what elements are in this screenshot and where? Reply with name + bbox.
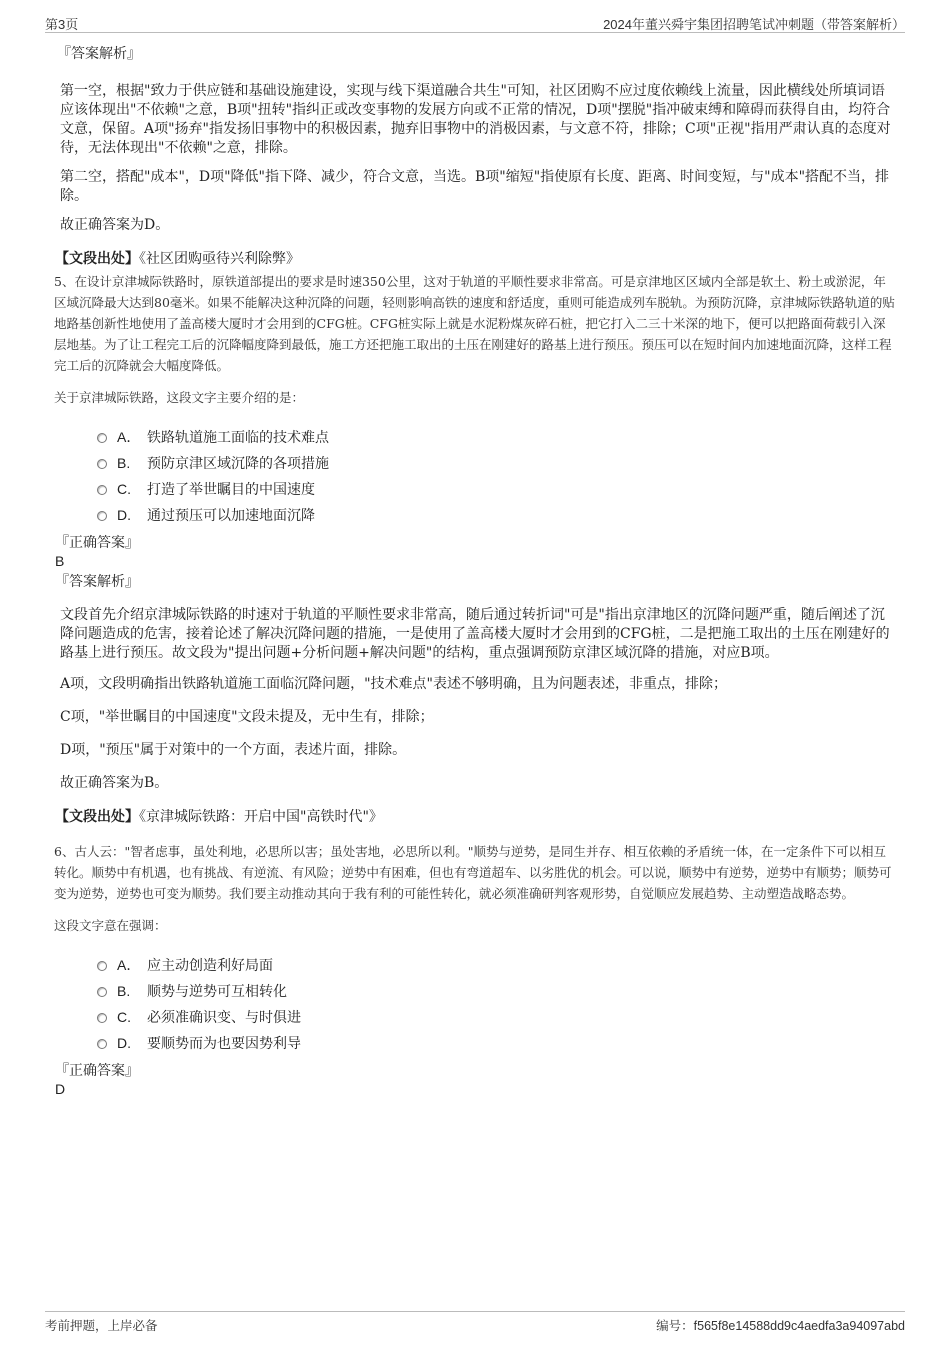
option-a[interactable]: A． 应主动创造利好局面 (97, 952, 895, 978)
source-line (55, 249, 895, 269)
page-content (55, 44, 895, 1100)
answer-value: B (55, 553, 65, 569)
question-5-prompt: 关于京津城际铁路，这段文字主要介绍的是： (54, 390, 305, 405)
option-d[interactable]: D. 要顺势而为也要因势利导 (97, 1030, 895, 1056)
question-6-prompt: 这段文字意在强调： (54, 918, 167, 933)
question-5-options (97, 424, 895, 528)
radio-icon[interactable] (97, 511, 107, 521)
analysis-label: 『答案解析』 (57, 46, 141, 62)
analysis-paragraph: 第二空，搭配"成本"，D项"降低"指下降、减少，符合文意，当选。B项"缩短"指使原有长度、距离、时间变短，与"成本"搭配不当，排除。 (60, 169, 890, 204)
radio-icon[interactable] (97, 485, 107, 495)
page-header (45, 10, 905, 33)
document-serial: 编号：f565f8e14588dd9c4aedfa3a94097abd (656, 1319, 905, 1333)
source-title: 《社区团购亟待兴利除弊》 (139, 251, 300, 267)
page-number: 第3页 (45, 17, 79, 32)
radio-icon[interactable] (97, 459, 107, 469)
footer-slogan: 考前押题，上岸必备 (45, 1318, 158, 1333)
answer-value: D (55, 1081, 66, 1097)
analysis-label: 『答案解析』 (55, 574, 139, 590)
radio-icon[interactable] (97, 1013, 107, 1023)
analysis-paragraph: C项，"举世瞩目的中国速度"文段未提及，无中生有，排除； (60, 709, 434, 725)
option-b[interactable]: B. 顺势与逆势可互相转化 (97, 978, 895, 1004)
analysis-paragraph: 第一空，根据"致力于供应链和基础设施建设，实现与线下渠道融合共生"可知，社区团购不应过度依赖线上流量，因此横线处所填词语应该体现出"不依赖"之意，B项"扭转"指纠正或改变事物的发展方向或不正常的情况，D项"摆脱"指冲破束缚和障碍而获得自由，均符合文意，保留。A项"扬弃"指发扬旧事物中的积极因素，抛弃旧事物中的消极因素，与文意不符，排除；C项"正视"指用严肃认真的态度对待，无法体现出"不依赖"之意，排除。 (60, 83, 891, 156)
option-c[interactable]: C. 必须准确识变、与时俱进 (97, 1004, 895, 1030)
question-6-answer (55, 1062, 895, 1098)
analysis-paragraph: 文段首先介绍京津城际铁路的时速对于轨道的平顺性要求非常高，随后通过转折词"可是"指出京津地区的沉降问题严重，随后阐述了沉降问题造成的危害，接着论述了解决沉降问题的措施，一是使用了盖高楼大厦时才会用到的CFG桩，二是把施工取出的土压在刚建好的路基上进行预压。故文段为"提出问题+分析问题+解决问题"的结构，重点强调预防京津区域沉降的措施，对应B项。 (60, 607, 890, 661)
analysis-paragraph: A项，文段明确指出铁路轨道施工面临沉降问题，"技术难点"表述不够明确，且为问题表述，非重点，排除； (60, 676, 727, 692)
page-footer (45, 1311, 905, 1334)
source-title: 《京津城际铁路：开启中国"高铁时代"》 (139, 809, 383, 825)
radio-icon[interactable] (97, 961, 107, 971)
analysis-paragraph: 故正确答案为B。 (60, 775, 169, 791)
radio-icon[interactable] (97, 987, 107, 997)
source-line (55, 807, 895, 827)
option-b[interactable]: B. 预防京津区域沉降的各项措施 (97, 450, 895, 476)
answer-label: 『正确答案』 (55, 1063, 139, 1079)
option-c[interactable]: C. 打造了举世瞩目的中国速度 (97, 476, 895, 502)
source-label: 【文段出处】 (55, 251, 139, 267)
option-a[interactable]: A． 铁路轨道施工面临的技术难点 (97, 424, 895, 450)
option-d[interactable]: D. 通过预压可以加速地面沉降 (97, 502, 895, 528)
question-6-text: 6、古人云："智者虑事，虽处利地，必思所以害；虽处害地，必思所以利。"顺势与逆势，是同生并存、相互依赖的矛盾统一体，在一定条件下可以相互转化。顺势中有机遇，也有挑战、有逆流、有风险；逆势中有困难，但也有弯道超车、以劣胜优的机会。可以说，顺势中有逆势，逆势中有顺势；顺势可变为逆势，逆势也可变为顺势。我们要主动推动其向于我有利的可能性转化，就必须准确研判客观形势，自觉顺应发展趋势、主动塑造战略态势。 (54, 844, 892, 901)
source-label: 【文段出处】 (55, 809, 139, 825)
analysis-paragraph: D项，"预压"属于对策中的一个方面，表述片面，排除。 (60, 742, 407, 758)
question-5-text: 5、在设计京津城际铁路时，原铁道部提出的要求是时速350公里，这对于轨道的平顺性要求非常高。可是京津地区区域内全部是软土、粉土或淤泥，年区域沉降最大达到80毫米。如果不能解决这种沉降的问题，轻则影响高铁的速度和舒适度，重则可能造成列车脱轨。为预防沉降，京津城际铁路轨道的贴地路基创新性地使用了盖高楼大厦时才会用到的CFG桩。CFG桩实际上就是水泥粉煤灰碎石桩，把它打入二三十米深的地下，便可以把路面荷载引入深层地基。为了让工程完工后的沉降幅度降到最低，施工方还把施工取出的土压在刚建好的路基上进行预压。预压可以在短时间内加速地面沉降，这样工程完工后的沉降就会大幅度降低。 (54, 274, 895, 373)
radio-icon[interactable] (97, 1039, 107, 1049)
radio-icon[interactable] (97, 433, 107, 443)
analysis-paragraph: 故正确答案为D。 (60, 217, 170, 233)
document-title: 2024年董兴舜宇集团招聘笔试冲刺题（带答案解析） (603, 17, 905, 32)
question-5-answer (55, 534, 895, 570)
answer-label: 『正确答案』 (55, 535, 139, 551)
question-6-options (97, 952, 895, 1056)
